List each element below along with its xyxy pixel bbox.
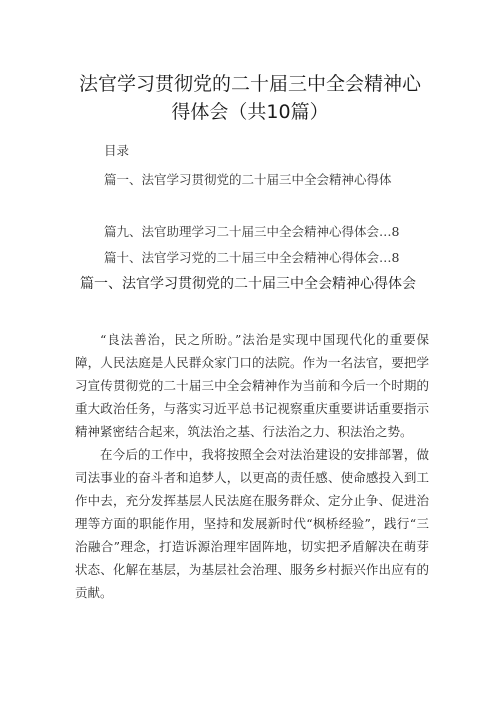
toc-item[interactable]: 篇九、法官助理学习二十届三中全会精神心得体会…8 xyxy=(104,224,400,239)
toc-item[interactable]: 篇十、法官学习党的二十届三中全会精神心得体会…8 xyxy=(104,250,400,265)
document-title-line-1: 法官学习贯彻党的二十届三中全会精神心 xyxy=(78,73,421,95)
toc-item[interactable]: 篇一、法官学习贯彻党的二十届三中全会精神心得体 xyxy=(104,172,392,187)
body-paragraph: “良法善治，民之所盼。”法治是实现中国现代化的重要保障，人民法庭是人民群众家门口的法院。作为一名法官，要把学习宣传贯彻党的二十届三中全会精神作为当前和今后一个时期的重大政治任务，与落实习近平总书记视察重庆重要讲话重要指示精神紧密结合起来，筑法治之基、行法治之力、积法治之势。 xyxy=(75,332,429,439)
document-title xyxy=(40,70,460,126)
body-paragraph: 在今后的工作中，我将按照全会对法治建设的安排部署，做司法事业的奋斗者和追梦人，以更高的责任感、使命感投入到工作中去，充分发挥基层人民法庭在服务群众、定分止争、促进治理等方面的职能作用，坚持和发展新时代“枫桥经验”，践行“三治融合”理念，打造诉源治理牢固阵地，切实把矛盾解决在萌芽状态、化解在基层，为基层社会治理、服务乡村振兴作出应有的贡献。 xyxy=(75,447,429,600)
document-title-line-2: 得体会（共10篇） xyxy=(171,101,329,123)
section-title: 篇一、法官学习贯彻党的二十届三中全会精神心得体会 xyxy=(80,276,416,292)
toc-heading: 目录 xyxy=(104,143,130,158)
